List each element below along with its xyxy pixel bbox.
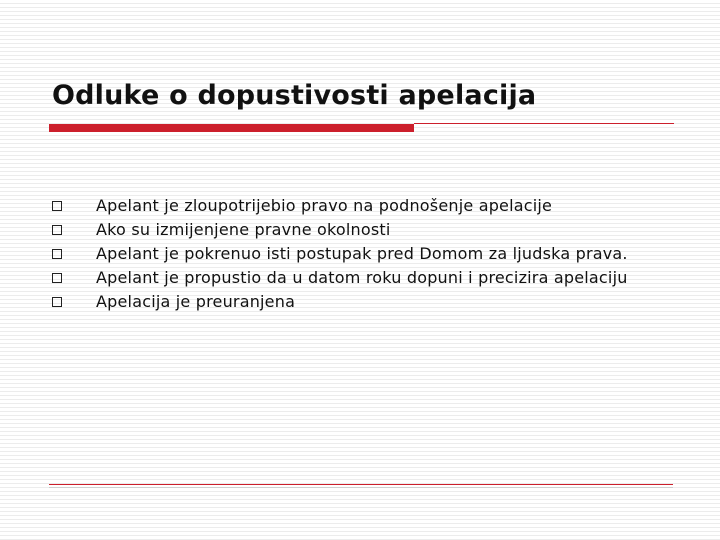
square-bullet-icon: [52, 297, 62, 307]
bullet-item: [52, 242, 672, 266]
title-underline-line: [414, 123, 674, 124]
bullet-item: [52, 194, 672, 218]
square-bullet-icon: [52, 201, 62, 211]
bullet-list: [52, 194, 672, 314]
bullet-text: Apelant je zloupotrijebio pravo na podnošenje apelacije: [96, 196, 553, 215]
bullet-item: [52, 218, 672, 242]
footer-divider-accent: [49, 484, 673, 485]
footer-divider-line: [49, 487, 673, 488]
bullet-item: [52, 266, 672, 290]
bullet-item: [52, 290, 672, 314]
title-underline-accent: [49, 124, 414, 132]
bullet-text: Apelant je pokrenuo isti postupak pred Domom za ljudska prava.: [96, 244, 628, 263]
square-bullet-icon: [52, 249, 62, 259]
square-bullet-icon: [52, 273, 62, 283]
bullet-text: Apelacija je preuranjena: [96, 292, 296, 311]
bullet-text: Apelant je propustio da u datom roku dopuni i precizira apelaciju: [96, 268, 628, 287]
slide-title: Odluke o dopustivosti apelacija: [52, 80, 537, 111]
square-bullet-icon: [52, 225, 62, 235]
bullet-text: Ako su izmijenjene pravne okolnosti: [96, 220, 391, 239]
